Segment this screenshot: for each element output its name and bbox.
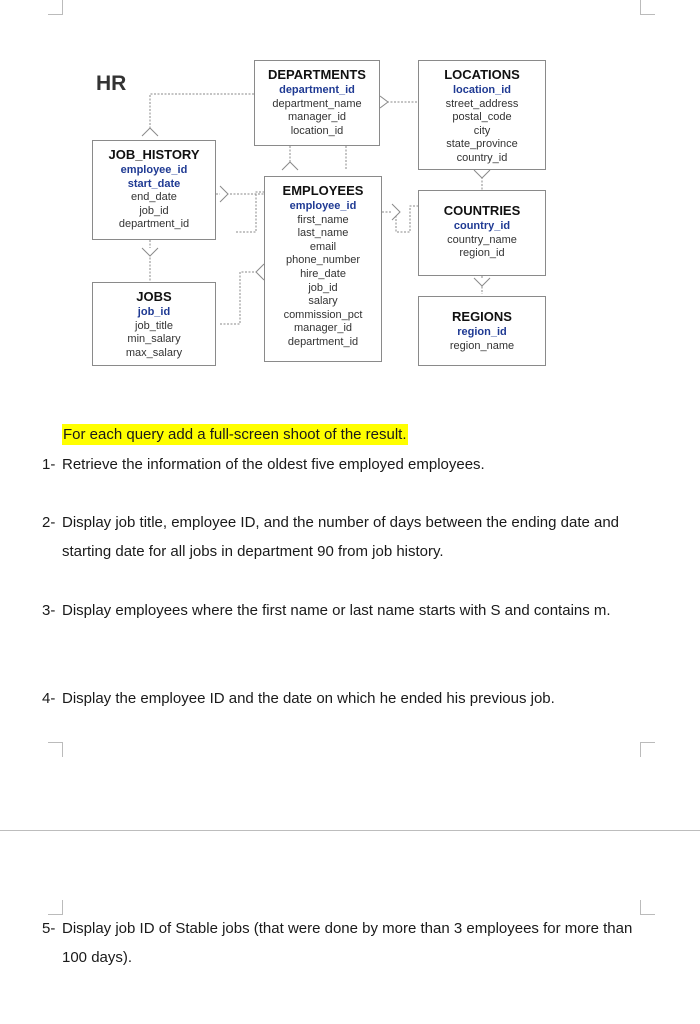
entity-field: street_address	[445, 97, 519, 110]
entity-field: city	[473, 124, 491, 137]
entity-title: DEPARTMENTS	[268, 67, 366, 82]
entity-title: JOBS	[136, 289, 172, 304]
question-number: 5-	[42, 920, 56, 937]
question-text: Display job ID of Stable jobs (that were done by more than 3 employees for more than 100 days).	[62, 920, 633, 966]
entity-locations	[418, 60, 546, 170]
page-separator	[0, 830, 700, 831]
entity-title: EMPLOYEES	[282, 183, 364, 198]
primary-key-field: employee_id	[289, 200, 357, 212]
rel-employees-countries	[382, 206, 418, 232]
question-text: Display the employee ID and the date on which he ended his previous job.	[62, 690, 555, 707]
primary-key-field: department_id	[279, 84, 355, 96]
crowfoot-icon	[282, 162, 298, 170]
entity-title: JOB_HISTORY	[108, 147, 200, 162]
entity-field: department_id	[287, 335, 359, 348]
question-2	[42, 508, 652, 566]
entity-field: department_name	[272, 97, 362, 110]
erd-diagram	[80, 52, 560, 372]
entity-field: location_id	[290, 124, 344, 137]
entity-employees	[264, 176, 382, 362]
entity-field: region_name	[449, 339, 515, 352]
question-5	[42, 914, 652, 972]
crowfoot-icon	[380, 96, 388, 108]
entity-field: postal_code	[452, 111, 512, 124]
question-text: Retrieve the information of the oldest five employed employees.	[62, 456, 485, 473]
entity-job-history	[92, 140, 216, 240]
primary-key-field: employee_id	[120, 164, 188, 176]
corner-mark	[48, 900, 63, 915]
entity-title: COUNTRIES	[443, 203, 521, 218]
entity-field: phone_number	[285, 254, 360, 267]
entity-field: email	[309, 240, 337, 253]
entity-regions	[418, 296, 546, 366]
entity-field: max_salary	[125, 346, 183, 359]
primary-key-field: country_id	[453, 220, 511, 232]
primary-key-field: job_id	[137, 306, 171, 318]
entity-field: end_date	[131, 191, 177, 204]
corner-mark	[48, 0, 63, 15]
crowfoot-icon	[474, 278, 490, 286]
primary-key-field: region_id	[457, 326, 507, 338]
rel-departments-job-history	[150, 94, 254, 128]
entity-field: manager_id	[287, 111, 347, 124]
diagram-title: HR	[96, 72, 127, 95]
rel-jobs-employees	[220, 272, 264, 324]
primary-key-field: location_id	[452, 84, 512, 96]
entity-field: state_province	[446, 138, 518, 151]
entity-field: region_id	[459, 247, 505, 260]
question-4	[42, 684, 652, 713]
corner-mark	[48, 742, 63, 757]
rel-job-history-employees-b	[236, 192, 264, 232]
crowfoot-icon	[142, 248, 158, 256]
entity-field: job_title	[135, 319, 173, 332]
corner-mark	[640, 742, 655, 757]
question-number: 4-	[42, 690, 56, 707]
entity-field: salary	[308, 295, 338, 308]
entity-field: job_id	[139, 204, 169, 217]
document-page-2	[0, 832, 700, 1024]
entity-field: department_id	[118, 218, 190, 231]
entity-title: LOCATIONS	[444, 67, 520, 82]
crowfoot-icon	[142, 128, 158, 136]
entity-countries	[418, 190, 546, 276]
question-number: 1-	[42, 456, 56, 473]
question-number: 3-	[42, 602, 56, 619]
crowfoot-icon	[392, 204, 400, 220]
question-number: 2-	[42, 514, 56, 531]
entity-field: last_name	[297, 227, 349, 240]
question-1	[42, 450, 652, 479]
entity-field: country_id	[456, 151, 508, 164]
question-text: Display job title, employee ID, and the number of days between the ending date and starting date for all jobs in department 90 from job history.	[62, 514, 620, 560]
entity-field: min_salary	[127, 333, 181, 346]
highlighted-instruction: For each query add a full-screen shoot of the result.	[63, 426, 407, 443]
primary-key-field: start_date	[127, 177, 181, 190]
entity-departments	[254, 60, 380, 146]
question-3	[42, 596, 652, 625]
entity-field: hire_date	[300, 267, 346, 280]
entity-jobs	[92, 282, 216, 366]
crowfoot-icon	[474, 170, 490, 178]
entity-field: country_name	[447, 233, 517, 246]
entity-field: commission_pct	[283, 308, 363, 321]
corner-mark	[640, 0, 655, 15]
entity-field: manager_id	[293, 322, 353, 335]
corner-mark	[640, 900, 655, 915]
crowfoot-icon	[256, 264, 264, 280]
entity-field: job_id	[308, 281, 338, 294]
entity-field: first_name	[297, 213, 349, 226]
entity-title: REGIONS	[452, 309, 512, 324]
question-text: Display employees where the first name or last name starts with S and contains m.	[62, 602, 611, 619]
crowfoot-icon	[220, 186, 228, 202]
